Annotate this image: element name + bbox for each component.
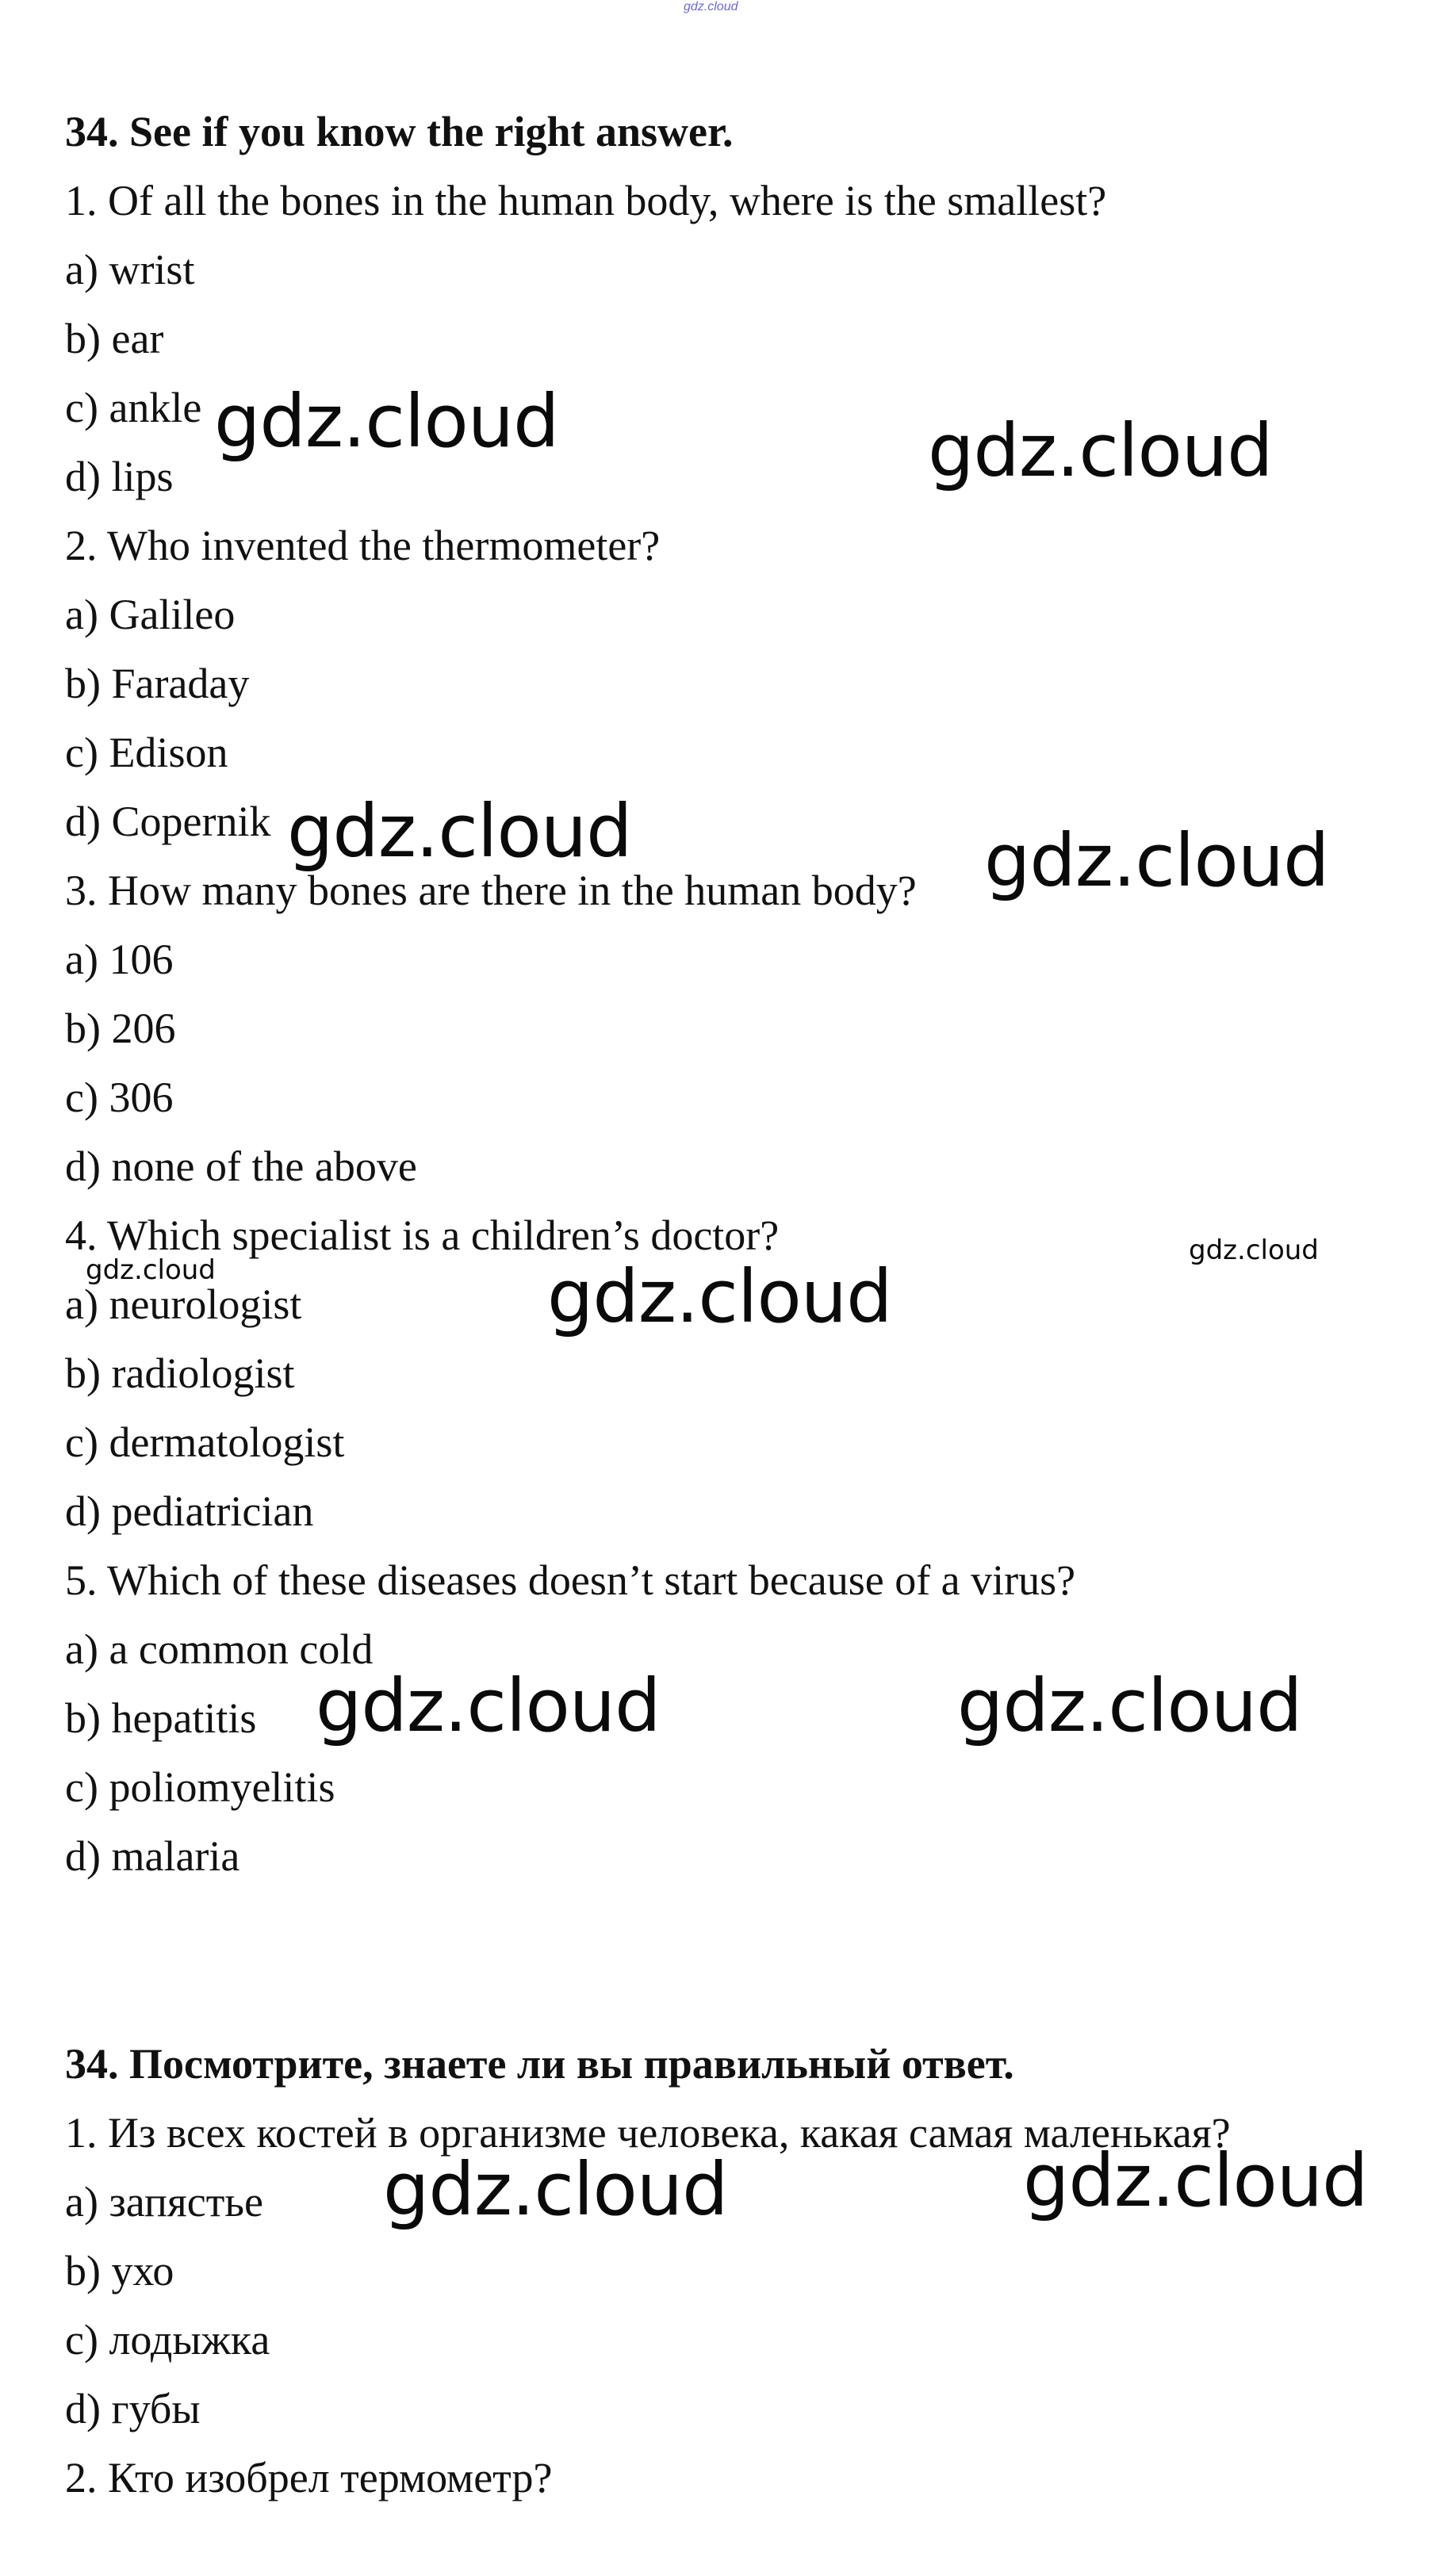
english-heading: 34. See if you know the right answer. xyxy=(65,108,734,155)
watermark: gdz.cloud xyxy=(383,2147,728,2232)
answer-option: d) губы xyxy=(65,2385,201,2432)
answer-option: c) dermatologist xyxy=(65,1418,345,1466)
watermark: gdz.cloud xyxy=(957,1663,1302,1748)
question-line: 3. How many bones are there in the human body? xyxy=(65,867,917,914)
question-line: 1. Of all the bones in the human body, where is the smallest? xyxy=(65,177,1107,224)
answer-option: c) poliomyelitis xyxy=(65,1763,335,1811)
watermark: gdz.cloud xyxy=(1189,1234,1319,1266)
answer-option: a) запястье xyxy=(65,2178,263,2226)
watermark: gdz.cloud xyxy=(316,1663,661,1748)
answer-option: a) 106 xyxy=(65,936,174,983)
answer-option: a) neurologist xyxy=(65,1280,302,1328)
answer-option: b) hepatitis xyxy=(65,1694,257,1742)
watermark: gdz.cloud xyxy=(1023,2138,1368,2223)
answer-option: c) лодыжка xyxy=(65,2316,270,2364)
watermark: gdz.cloud xyxy=(287,789,632,874)
question-line: 4. Which specialist is a children’s doctor? xyxy=(65,1211,780,1259)
answer-option: b) radiologist xyxy=(65,1349,295,1397)
watermark: gdz.cloud xyxy=(214,379,559,464)
answer-option: b) ухо xyxy=(65,2247,174,2295)
answer-option: d) lips xyxy=(65,453,174,500)
answer-option: a) a common cold xyxy=(65,1625,374,1673)
watermark: gdz.cloud xyxy=(547,1254,892,1339)
answer-option: d) Copernik xyxy=(65,798,271,845)
question-line: 1. Из всех костей в организме человека, какая самая маленькая? xyxy=(65,2109,1231,2157)
answer-option: d) malaria xyxy=(65,1832,240,1880)
watermark: gdz.cloud xyxy=(928,408,1273,493)
top-watermark: gdz.cloud xyxy=(684,0,738,13)
answer-option: c) Edison xyxy=(65,729,228,776)
answer-option: b) 206 xyxy=(65,1005,176,1052)
question-line: 2. Who invented the thermometer? xyxy=(65,522,661,569)
answer-option: b) ear xyxy=(65,315,164,362)
answer-option: c) ankle xyxy=(65,384,202,431)
russian-heading: 34. Посмотрите, знаете ли вы правильный ответ. xyxy=(65,2040,1014,2088)
answer-option: d) none of the above xyxy=(65,1143,417,1190)
answer-option: c) 306 xyxy=(65,1074,174,1121)
answer-option: d) pediatrician xyxy=(65,1487,314,1535)
answer-option: b) Faraday xyxy=(65,660,250,707)
answer-option: a) wrist xyxy=(65,246,195,293)
question-line: 5. Which of these diseases doesn’t start because of a virus? xyxy=(65,1556,1076,1604)
watermark: gdz.cloud xyxy=(86,1254,216,1286)
answer-option: a) Galileo xyxy=(65,591,236,638)
question-line: 2. Кто изобрел термометр? xyxy=(65,2454,553,2501)
watermark: gdz.cloud xyxy=(984,818,1329,903)
